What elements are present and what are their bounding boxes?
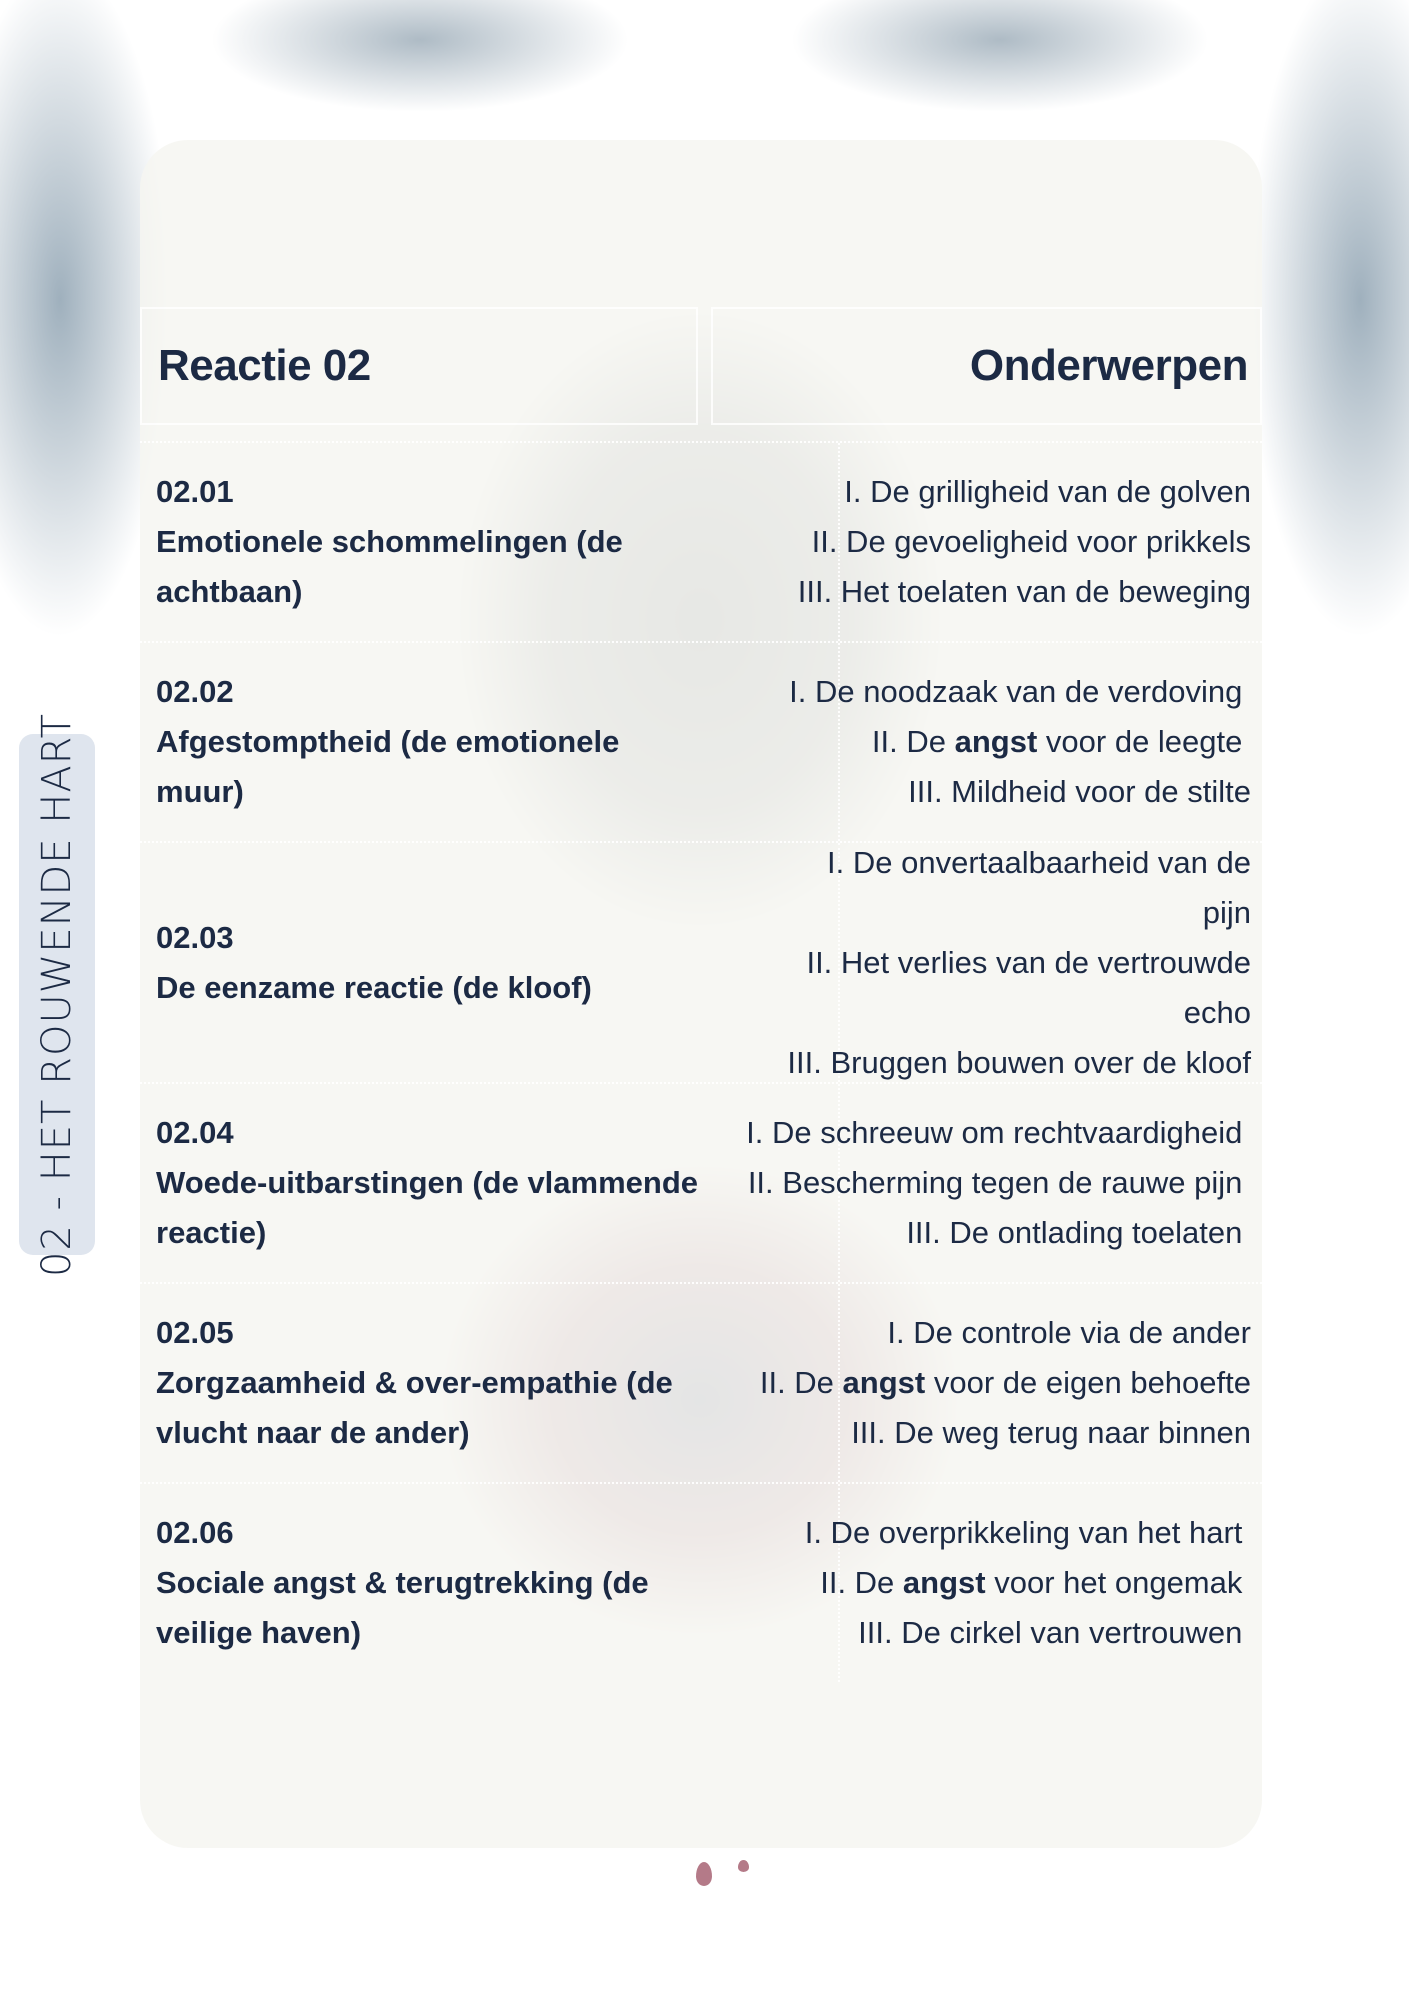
topic: II. De angst voor de leegte xyxy=(871,724,1251,759)
topic: I. De noodzaak van de verdoving xyxy=(789,674,1251,709)
row-code: 02.05 xyxy=(156,1315,234,1350)
row-title: De eenzame reactie (de kloof) xyxy=(156,969,592,1005)
row-code: 02.04 xyxy=(156,1115,234,1150)
table-row xyxy=(140,1282,1262,1482)
table-row xyxy=(140,1482,1262,1682)
topic: III. Bruggen bouwen over de kloof xyxy=(787,1044,1251,1080)
topic: II. Bescherming tegen de rauwe pijn xyxy=(747,1165,1251,1200)
header-reactie: Reactie 02 xyxy=(140,307,698,425)
topic: II. De angst voor de eigen behoefte xyxy=(759,1365,1251,1400)
row-title: Sociale angst & terugtrekking (de veilige haven) xyxy=(156,1565,649,1650)
row-code: 02.03 xyxy=(156,919,234,955)
drop-decoration xyxy=(738,1860,749,1872)
table-row xyxy=(140,1082,1262,1282)
topic: III. Het toelaten van de beweging xyxy=(797,574,1251,609)
drop-decoration xyxy=(696,1862,712,1886)
topic: III. De weg terug naar binnen xyxy=(851,1415,1251,1450)
chapter-side-tab xyxy=(19,712,95,1277)
topic: II. De angst voor het ongemak xyxy=(820,1565,1251,1600)
row-code: 02.06 xyxy=(156,1515,234,1550)
topic: III. Mildheid voor de stilte xyxy=(908,774,1251,809)
header-onderwerpen: Onderwerpen xyxy=(711,307,1262,425)
topic: I. De schreeuw om rechtvaardigheid xyxy=(746,1115,1251,1150)
row-title: Zorgzaamheid & over-empathie (de vlucht naar de ander) xyxy=(156,1365,673,1450)
row-code: 02.01 xyxy=(156,474,234,509)
topic: III. De cirkel van vertrouwen xyxy=(858,1615,1251,1650)
topic: I. De grilligheid van de golven xyxy=(844,474,1251,509)
row-code: 02.02 xyxy=(156,674,234,709)
chapter-label: 02 - HET ROUWENDE HART xyxy=(34,712,81,1277)
row-title: Emotionele schommelingen (de achtbaan) xyxy=(156,524,623,609)
table-row xyxy=(140,841,1262,1082)
topic: III. De ontlading toelaten xyxy=(906,1215,1251,1250)
table-row xyxy=(140,641,1262,841)
topic: I. De controle via de ander xyxy=(887,1315,1251,1350)
row-title: Afgestomptheid (de emotionele muur) xyxy=(156,724,620,809)
topic: II. Het verlies van de vertrouwde echo xyxy=(806,944,1251,1030)
row-title: Woede-uitbarstingen (de vlammende reactie) xyxy=(156,1165,699,1250)
topic: II. De gevoeligheid voor prikkels xyxy=(811,524,1251,559)
table-row xyxy=(140,441,1262,641)
topic: I. De onvertaalbaarheid van de pijn xyxy=(827,844,1251,930)
topic: I. De overprikkeling van het hart xyxy=(804,1515,1251,1550)
